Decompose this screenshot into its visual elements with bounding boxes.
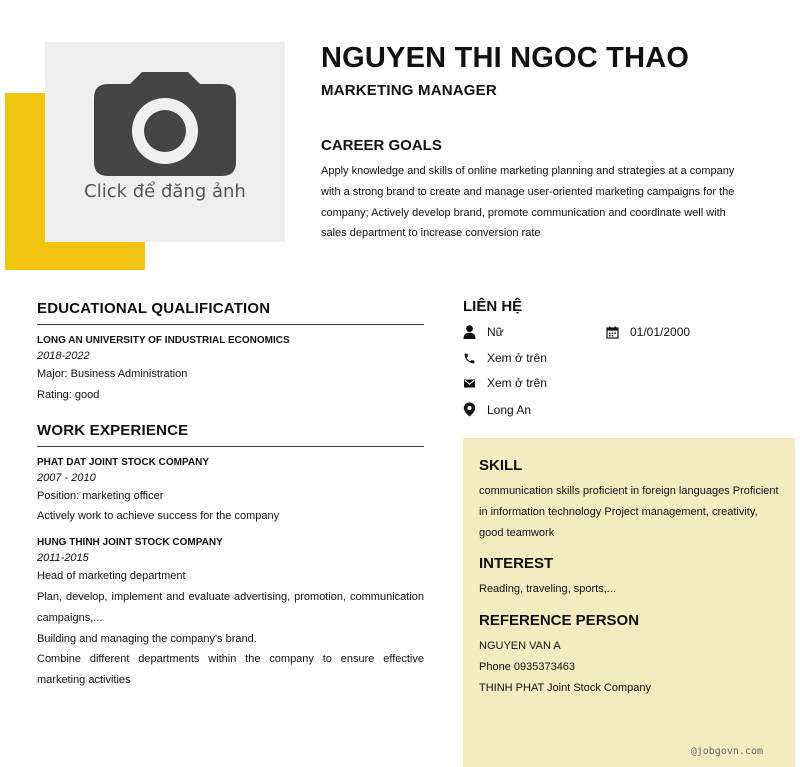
- left-column: [37, 300, 424, 691]
- upload-photo-caption: Click để đăng ảnh: [84, 181, 246, 202]
- reference-company: THINH PHAT Joint Stock Company: [479, 681, 651, 694]
- school-name: LONG AN UNIVERSITY OF INDUSTRIAL ECONOMICS: [37, 335, 290, 346]
- contact-gender: [463, 325, 504, 339]
- education-major: Major: Business Administration: [37, 368, 188, 380]
- job-detail: Head of marketing department: [37, 570, 186, 583]
- education-heading: EDUCATIONAL QUALIFICATION: [37, 300, 271, 317]
- contact-birthday: [606, 325, 690, 339]
- candidate-name: NGUYEN THI NGOC THAO: [321, 42, 690, 74]
- sidebar-panel: [463, 438, 795, 767]
- watermark: @jobgovn.com: [690, 746, 763, 757]
- work-heading: WORK EXPERIENCE: [37, 421, 189, 439]
- education-section: [37, 300, 424, 406]
- skill-text: communication skills proficient in foreign languages Proficient in information technology Project management, creativity, good teamwork: [479, 485, 779, 539]
- job-period: 2007 - 2010: [37, 471, 96, 484]
- gender-value: Nữ: [487, 325, 504, 339]
- job-detail: Plan, develop, implement and evaluate advertising, promotion, communication campaigns,...: [37, 590, 424, 624]
- company-name: PHAT DAT JOINT STOCK COMPANY: [37, 456, 210, 468]
- contact-phone: [463, 351, 547, 365]
- job-period: 2011-2015: [37, 552, 89, 565]
- company-name: HUNG THINH JOINT STOCK COMPANY: [37, 537, 223, 549]
- career-goals-text: Apply knowledge and skills of online marketing planning and strategies at a company with a strong brand to create and manage user-oriented marketing campaigns for the company; Actively develop brand, promote communication and coordinate well with sales department to increase conversion rate: [321, 165, 735, 240]
- skill-heading: SKILL: [479, 457, 523, 474]
- phone-icon: [463, 352, 476, 365]
- job-title: MARKETING MANAGER: [321, 82, 497, 99]
- reference-heading: REFERENCE PERSON: [479, 612, 640, 630]
- job-detail: Building and managing the company's brand.: [37, 632, 257, 645]
- address-value: Long An: [487, 402, 532, 417]
- interest-text: Reading, traveling, sports,...: [479, 583, 616, 596]
- reference-name: NGUYEN VAN A: [479, 640, 561, 653]
- work-section: [37, 422, 424, 691]
- reference-phone: Phone 0935373463: [479, 660, 576, 673]
- location-pin-icon: [463, 402, 476, 417]
- education-period: 2018-2022: [37, 350, 90, 362]
- calendar-icon: [606, 326, 619, 339]
- phone-value: Xem ở trên: [487, 351, 547, 365]
- person-icon: [463, 325, 476, 339]
- profile-photo-placeholder[interactable]: [45, 42, 285, 242]
- birthday-value: 01/01/2000: [630, 325, 691, 339]
- contact-address: [463, 402, 531, 417]
- career-goals-heading: CAREER GOALS: [321, 137, 442, 154]
- education-rating: Rating: good: [37, 388, 100, 401]
- interest-heading: INTEREST: [479, 555, 554, 573]
- contact-heading: LIÊN HỆ: [463, 298, 523, 315]
- email-value: Xem ở trên: [487, 376, 547, 390]
- section-divider: [37, 324, 424, 325]
- section-divider: [37, 446, 424, 447]
- job-detail: Combine different departments within the company to ensure effective marketing activities: [37, 653, 424, 687]
- job-detail: Actively work to achieve success for the company: [37, 510, 280, 523]
- job-entry: [37, 537, 424, 691]
- job-detail: Position: marketing officer: [37, 489, 164, 502]
- job-entry: [37, 457, 424, 528]
- camera-icon: [94, 72, 236, 176]
- contact-email: [463, 376, 547, 390]
- email-icon: [463, 377, 476, 390]
